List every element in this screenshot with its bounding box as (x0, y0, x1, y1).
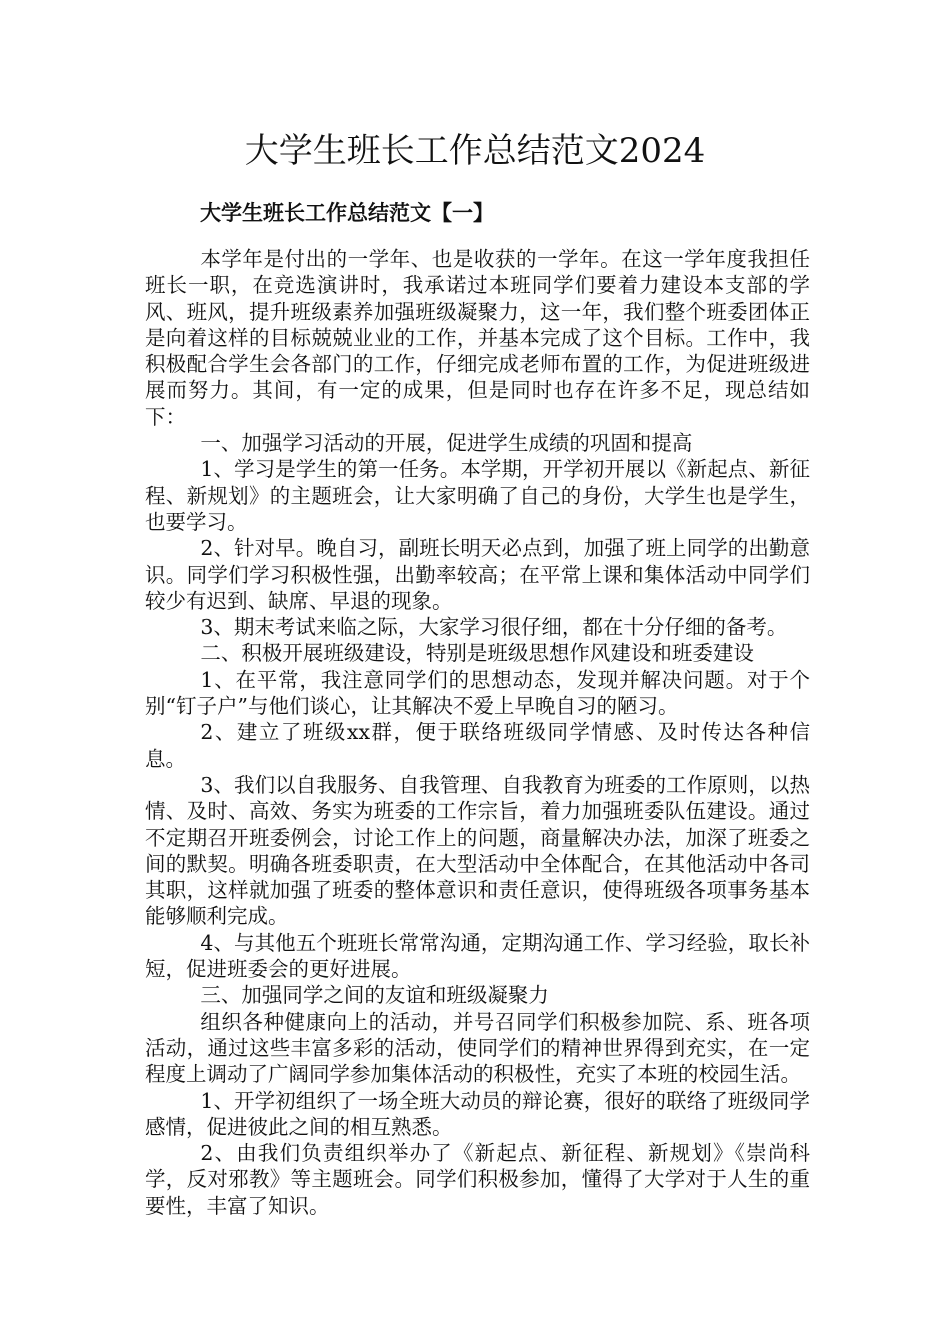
paragraph: 1、在平常，我注意同学们的思想动态，发现并解决问题。对于个别“钉子户”与他们谈心，让其解决不爱上早晚自习的陋习。 (145, 667, 810, 719)
paragraph: 组织各种健康向上的活动，并号召同学们积极参加院、系、班各项活动，通过这些丰富多彩的活动，使同学们的精神世界得到充实，在一定程度上调动了广阔同学参加集体活动的积极性，充实了本班的校园生活。 (145, 1009, 810, 1087)
paragraph: 2、针对早。晚自习，副班长明天必点到，加强了班上同学的出勤意识。同学们学习积极性强，出勤率较高；在平常上课和集体活动中同学们较少有迟到、缺席、早退的现象。 (145, 536, 810, 613)
heading-one: 一、加强学习活动的开展，促进学生成绩的巩固和提高 (200, 431, 693, 456)
paragraph: 3、期末考试来临之际，大家学习很仔细，都在十分仔细的备考。 (200, 615, 788, 640)
paragraph: 2、由我们负责组织举办了《新起点、新征程、新规划》《崇尚科学，反对邪教》等主题班会。同学们积极参加，懂得了大学对于人生的重要性，丰富了知识。 (145, 1141, 810, 1218)
heading-three: 三、加强同学之间的友谊和班级凝聚力 (200, 983, 549, 1008)
paragraph: 2、建立了班级xx群，便于联络班级同学情感、及时传达各种信息。 (145, 720, 810, 771)
document-body (145, 246, 810, 1219)
heading-two: 二、积极开展班级建设，特别是班级思想作风建设和班委建设 (200, 641, 754, 666)
paragraph: 1、开学初组织了一场全班大动员的辩论赛，很好的联络了班级同学感情，促进彼此之间的相互熟悉。 (145, 1088, 810, 1139)
paragraph: 3、我们以自我服务、自我管理、自我教育为班委的工作原则，以热情、及时、高效、务实为班委的工作宗旨，着力加强班委队伍建设。通过不定期召开班委例会，讨论工作上的问题，商量解决办法，加深了班委之间的默契。明确各班委职责，在大型活动中全体配合，在其他活动中各司其职，这样就加强了班委的整体意识和责任意识，使得班级各项事务基本能够顺利完成。 (145, 772, 810, 929)
intro-paragraph: 本学年是付出的一学年、也是收获的一学年。在这一学年度我担任班长一职，在竞选演讲时，我承诺过本班同学们要着力建设本支部的学风、班风，提升班级素养加强班级凝聚力，这一年，我们整个班委团体正是向着这样的目标兢兢业业的工作，并基本完成了这个目标。工作中，我积极配合学生会各部门的工作，仔细完成老师布置的工作，为促进班级进展而努力。其间，有一定的成果，但是同时也存在许多不足，现总结如下： (145, 247, 810, 429)
paragraph: 4、与其他五个班班长常常沟通，定期沟通工作、学习经验，取长补短，促进班委会的更好进展。 (145, 930, 810, 982)
paragraph: 1、学习是学生的第一任务。本学期，开学初开展以《新起点、新征程、新规划》的主题班会，让大家明确了自己的身份，大学生也是学生，也要学习。 (145, 457, 810, 534)
section-heading: 大学生班长工作总结范文【一】 (200, 200, 494, 225)
page-title: 大学生班长工作总结范文2024 (244, 131, 706, 171)
